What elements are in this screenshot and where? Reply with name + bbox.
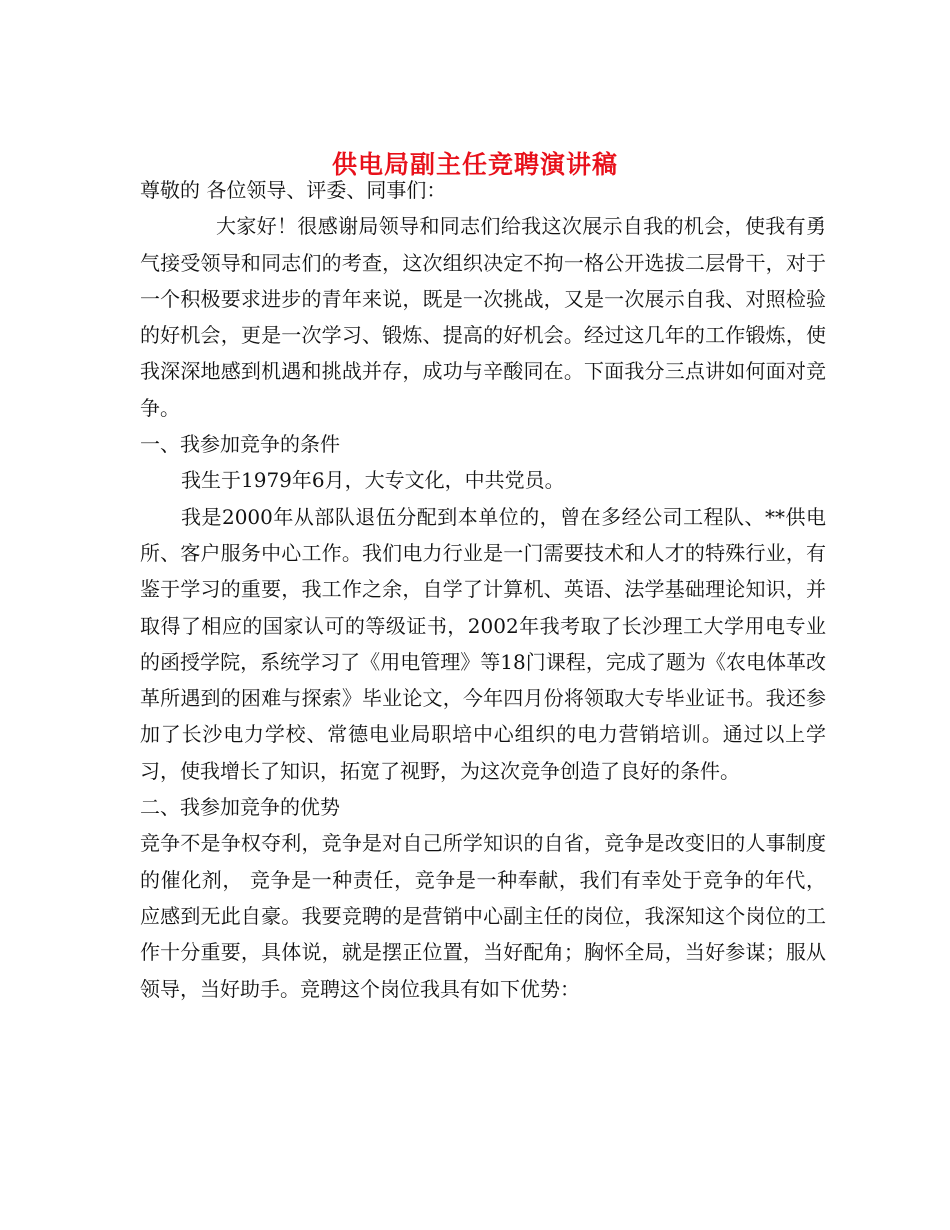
salutation: 尊敬的 各位领导、评委、同事们：	[140, 178, 447, 202]
opening-paragraph: 大家好！很感谢局领导和同志们给我这次展示自我的机会，使我有勇气接受领导和同志们的考查，这次组织决定不拘一格公开选拔二层骨干，对于一个积极要求进步的青年来说，既是一次挑战，又是一次展示自我、对照检验的好机会，更是一次学习、锻炼、提高的好机会。经过这几年的工作锻炼，使我深深地感到机遇和挑战并存，成功与辛酸同在。下面我分三点讲如何面对竞争。	[140, 214, 826, 420]
document-body	[140, 172, 826, 1007]
advantages-paragraph: 竞争不是争权夺利，竞争是对自己所学知识的自省，竞争是改变旧的人事制度的催化剂， 竞争是一种责任，竞争是一种奉献，我们有幸处于竞争的年代，应感到无此自豪。我要竞聘的是营销中心副主任的岗位，我深知这个岗位的工作十分重要，具体说，就是摆正位置，当好配角；胸怀全局，当好参谋；服从领导，当好助手。竞聘这个岗位我具有如下优势：	[140, 831, 826, 1001]
section-heading-advantages: 二、我参加竞争的优势	[140, 795, 340, 820]
section-heading-conditions: 一、我参加竞争的条件	[140, 432, 340, 457]
personal-info-paragraph: 我生于1979年6月，大专文化，中共党员。	[181, 468, 565, 493]
document-title: 供电局副主任竞聘演讲稿	[331, 149, 618, 179]
work-experience-paragraph: 我是2000年从部队退伍分配到本单位的，曾在多经公司工程队、**供电所、客户服务中心工作。我们电力行业是一门需要技术和人才的特殊行业，有鉴于学习的重要，我工作之余，自学了计算机、英语、法学基础理论知识，并取得了相应的国家认可的等级证书，2002年我考取了长沙理工大学用电专业的函授学院，系统学习了《用电管理》等18门课程，完成了题为《农电体革改革所遇到的困难与探索》毕业论文，今年四月份将领取大专毕业证书。我还参加了长沙电力学校、常德电业局职培中心组织的电力营销培训。通过以上学习，使我增长了知识，拓宽了视野，为这次竞争创造了良好的条件。	[140, 504, 826, 783]
